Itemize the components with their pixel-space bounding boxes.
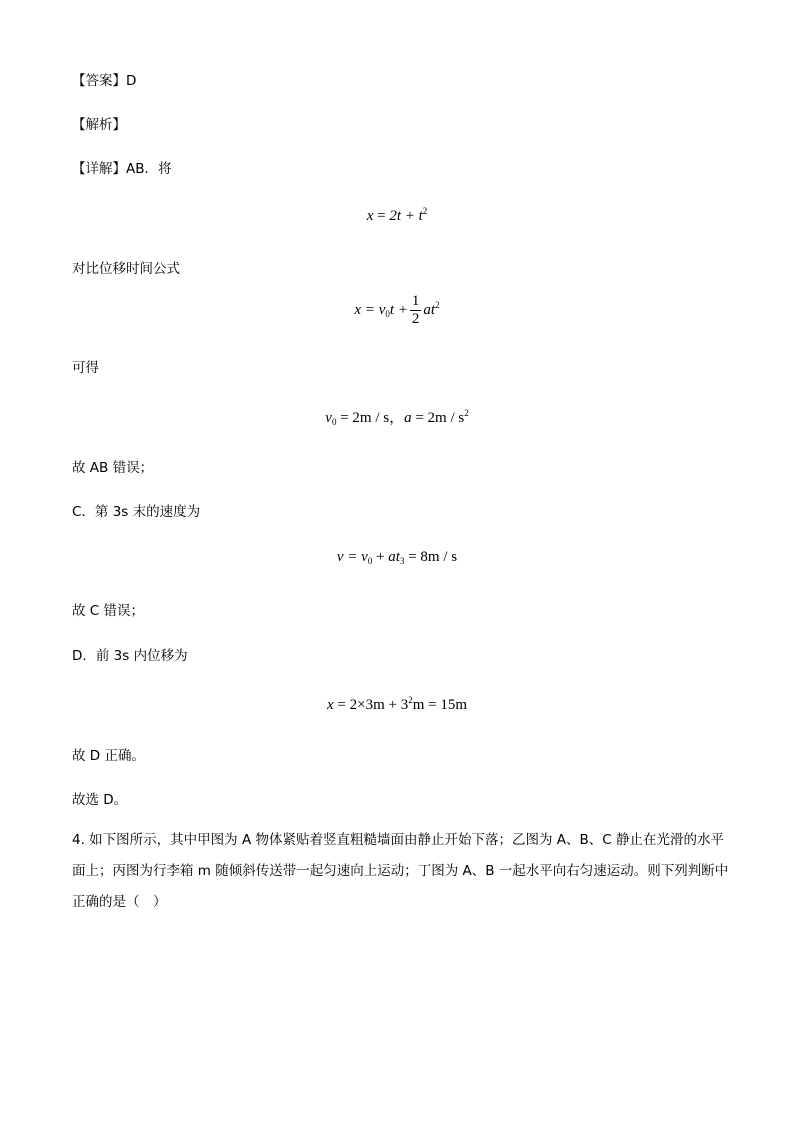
c-wrong: 故 C 错误； [72,603,145,619]
eq2-lhs: x = v [354,301,386,318]
eq3-sep: ， [389,410,405,426]
eq5-rhs1: = 2×3m + 3 [333,697,409,713]
detail-text: AB．将 [126,161,172,177]
eq4-v0-sub: 0 [367,556,373,566]
c-text: C．第 3s 末的速度为 [72,504,201,520]
eq1-exp: 2 [422,206,428,216]
question-4: 4. 如下图所示，其中甲图为 A 物体紧贴着竖直粗糙墙面由静止开始下落；乙图为 A、B、C 静止在光滑的水平面上；丙图为行李箱 m 随倾斜传送带一起匀速向上运动；丁图为 A、B 一起水平向右匀速运动。则下列判断中正确的是（ ） [72,832,729,910]
eq3-v0: v [325,410,332,426]
eq4-at: at [388,549,400,565]
eq1-rhs: 2t + t [389,208,423,224]
ab-wrong: 故 AB 错误； [72,460,154,476]
equation-5 [0,695,794,714]
equation-1: $x = 2t + t^2$ [366,206,428,224]
detail-tag: 【详解】 [72,161,126,177]
eq2-at: at [423,301,436,318]
eq4-v: v [336,549,344,565]
eq5-lhs: x [326,697,334,713]
choose-text: 故选 D。 [72,792,128,808]
equation-2 [0,293,794,328]
analysis-tag: 【解析】 [72,117,126,133]
eq2-num: 1 [411,293,420,309]
eq2-t-plus: t + [389,301,408,318]
eq3-a-exp: 2 [464,408,469,418]
detail-line [72,157,172,177]
eq5-exp: 2 [408,695,413,705]
equation-3 [0,406,794,427]
d-text: D．前 3s 内位移为 [72,648,188,664]
compare-text: 对比位移时间公式 [72,261,180,277]
answer-line [72,69,136,89]
d-right: 故 D 正确。 [72,748,145,764]
eq3-a: a [404,410,412,426]
eq3-a-val: = 2m / s [411,410,465,426]
eq4-v0: = v [343,549,368,565]
eq2-exp: 2 [435,299,440,310]
eq2-den: 2 [411,311,420,327]
answer-tag: 【答案】 [72,73,126,89]
eq4-plus: + [372,549,389,565]
eq5-rhs2: m = 15m [412,697,467,713]
eq4-result: = 8m / s [404,549,458,565]
eq3-v0-val: = 2m / s [336,410,390,426]
eq3-v0-sub: 0 [331,417,337,427]
equation-4 [0,549,794,566]
answer-value: D [126,73,137,89]
eq2-sub0: 0 [385,308,390,319]
eq2-fraction [410,293,422,328]
eq4-t-sub: 3 [399,556,405,566]
gives-text: 可得 [72,360,99,376]
eq1-lhs: x [366,208,374,224]
